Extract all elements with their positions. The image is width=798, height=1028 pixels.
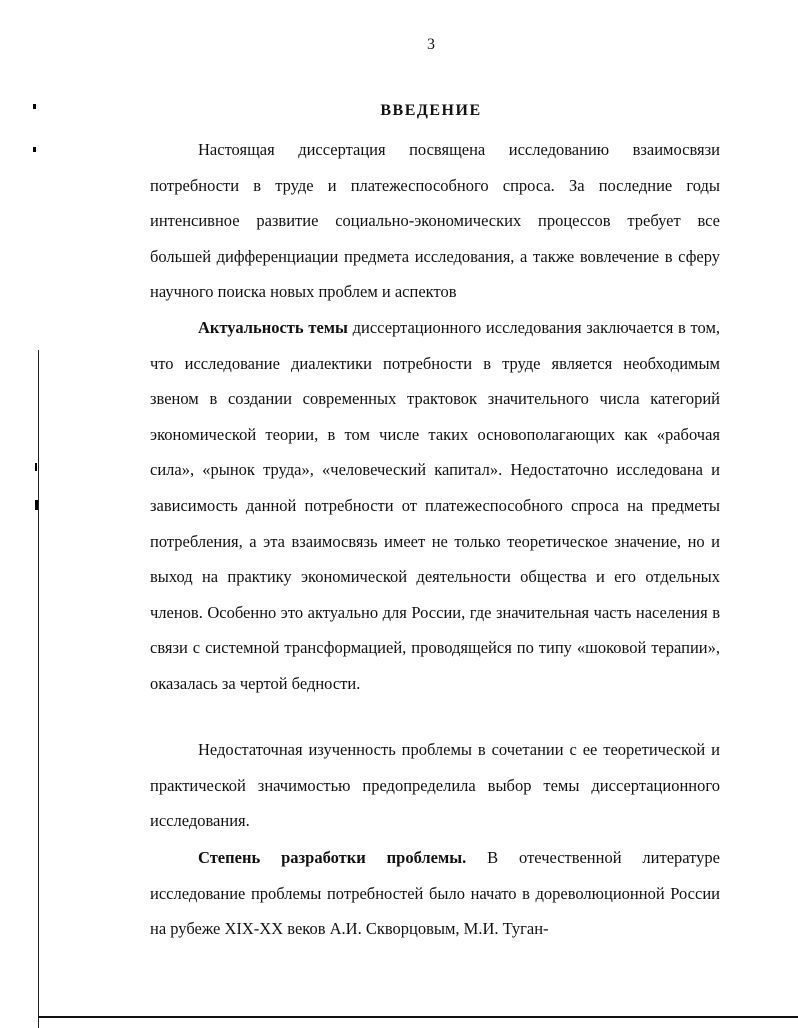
scan-dot: [33, 104, 36, 109]
paragraph-relevance: [150, 310, 720, 702]
scan-dot: [35, 463, 37, 471]
paragraph-relevance-text: диссертационного исследования заключается в том, что исследование диалектики потребности в труде является необходимым звеном в создании современных трактовок значительного числа категорий экономической теории, в том числе таких основополагающих как «рабочая сила», «рынок труда», «человеческий капитал». Недостаточно исследована и зависимость данной потребности от платежеспособного спроса на предметы потребления, а эта взаимосвязь имеет не только теоретическое значение, но и выход на практику экономической деятельности общества и его отдельных членов. Особенно это актуально для России, где значительная часть населения в связи с системной трансформацией, проводящейся по типу «шоковой терапии», оказалась за чертой бедности.: [150, 318, 721, 693]
paragraph-intro: Настоящая диссертация посвящена исследованию взаимосвязи потребности в труде и платежеспособного спроса. За последние годы интенсивное развитие социально-экономических процессов требует все большей дифференциации предмета исследования, а также вовлечение в сферу научного поиска новых проблем и аспектов: [150, 140, 720, 302]
section-heading: ВВЕДЕНИЕ: [380, 102, 482, 119]
scan-dot: [33, 147, 36, 152]
paragraph-insufficient-study: Недостаточная изученность проблемы в сочетании с ее теоретической и практической значимостью предопределила выбор темы диссертационного исследования.: [150, 740, 720, 831]
scan-frame-left: [38, 350, 39, 1028]
paragraph-degree-of-development: [150, 840, 720, 947]
scan-frame-bottom: [38, 1016, 798, 1018]
paragraph-degree-text: В отечественной литературе исследование проблемы потребностей было начато в дореволюционной России на рубеже XIX-XX веков А.И. Скворцовым, М.И. Туган-: [150, 848, 720, 939]
paragraph-degree-lead: Степень разработки проблемы.: [198, 848, 467, 867]
page-number: 3: [427, 36, 435, 53]
paragraph-relevance-lead: Актуальность темы: [198, 318, 348, 337]
